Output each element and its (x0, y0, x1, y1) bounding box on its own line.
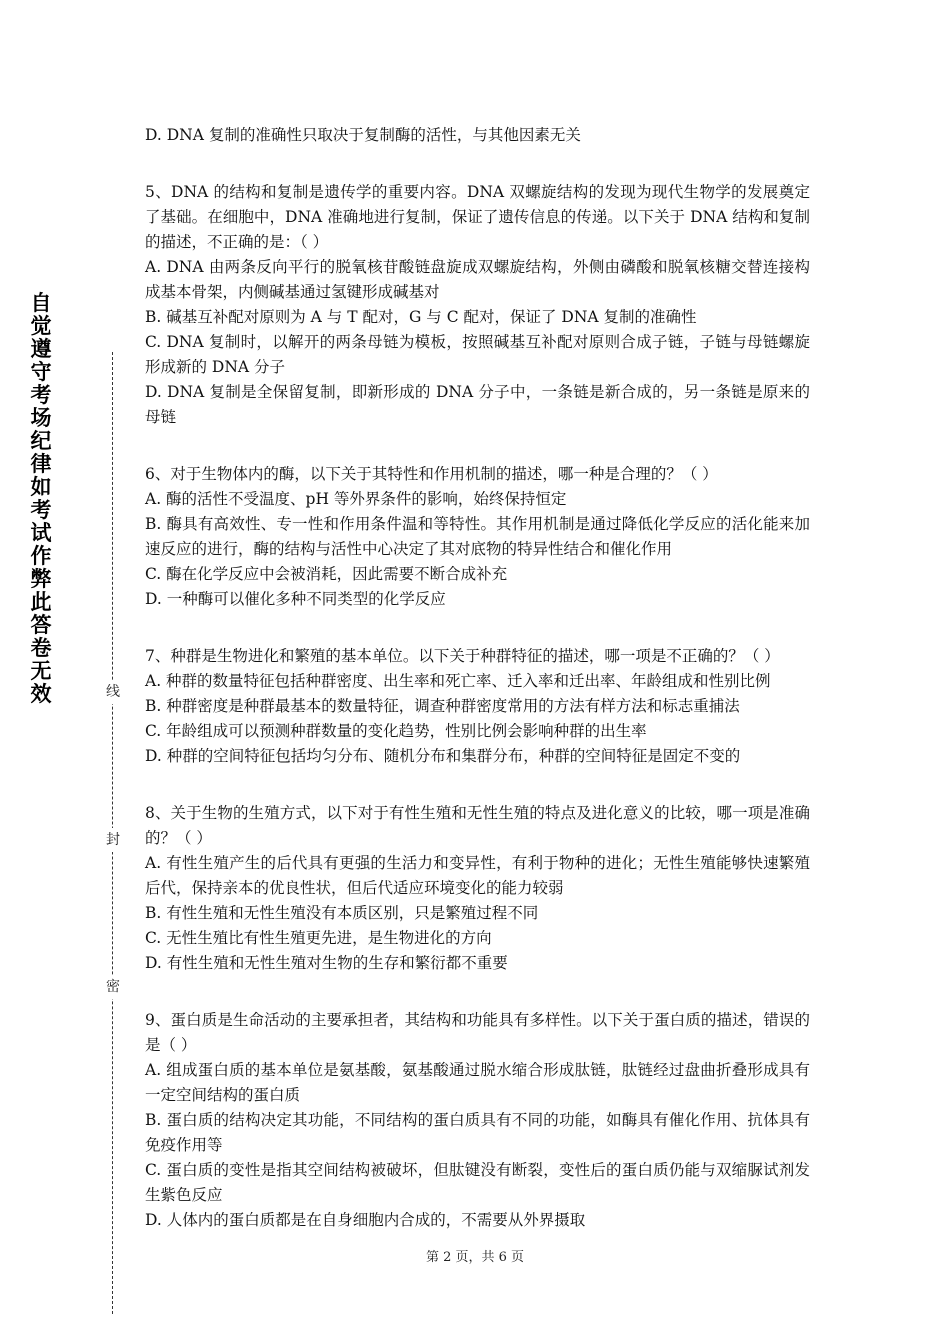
binding-char-mi: 密 (102, 975, 124, 999)
question-stem: 5、DNA 的结构和复制是遗传学的重要内容。DNA 双螺旋结构的发现为现代生物学的发展奠定了基础。在细胞中，DNA 准确地进行复制，保证了遗传信息的传递。以下关于 DNA 结构和复制的描述，不正确的是：（ ） (145, 183, 810, 251)
option-d: D. 一种酶可以催化多种不同类型的化学反应 (145, 590, 446, 608)
option-a: A. 种群的数量特征包括种群密度、出生率和死亡率、迁入率和迁出率、年龄组成和性别比例 (145, 672, 771, 690)
binding-char-feng: 封 (102, 828, 124, 852)
exam-discipline-slogan: 自觉遵守考场纪律如考试作弊此答卷无效 (30, 291, 52, 706)
option-d: D. DNA 复制的准确性只取决于复制酶的活性，与其他因素无关 (145, 126, 581, 144)
option-d: D. 有性生殖和无性生殖对生物的生存和繁衍都不重要 (145, 954, 508, 972)
option-b: B. 碱基互补配对原则为 A 与 T 配对，G 与 C 配对，保证了 DNA 复制的准确性 (145, 308, 697, 326)
question-6 (145, 462, 810, 612)
option-a: A. DNA 由两条反向平行的脱氧核苷酸链盘旋成双螺旋结构，外侧由磷酸和脱氧核糖交替连接构成基本骨架，内侧碱基通过氢键形成碱基对 (145, 258, 810, 301)
option-a: A. 酶的活性不受温度、pH 等外界条件的影响，始终保持恒定 (145, 490, 567, 508)
question-stem: 7、种群是生物进化和繁殖的基本单位。以下关于种群特征的描述，哪一项是不正确的？（ ） (145, 647, 780, 665)
option-b: B. 酶具有高效性、专一性和作用条件温和等特性。其作用机制是通过降低化学反应的活化能来加速反应的进行，酶的结构与活性中心决定了其对底物的特异性结合和催化作用 (145, 515, 810, 558)
option-c: C. 酶在化学反应中会被消耗，因此需要不断合成补充 (145, 565, 508, 583)
option-c: C. DNA 复制时，以解开的两条母链为模板，按照碱基互补配对原则合成子链，子链与母链螺旋形成新的 DNA 分子 (145, 333, 810, 376)
option-a: A. 组成蛋白质的基本单位是氨基酸，氨基酸通过脱水缩合形成肽链，肽链经过盘曲折叠形成具有一定空间结构的蛋白质 (145, 1061, 810, 1104)
question-stem: 8、关于生物的生殖方式，以下对于有性生殖和无性生殖的特点及进化意义的比较，哪一项是准确的？（ ） (145, 804, 810, 847)
page-number: 第 2 页，共 6 页 (425, 1250, 525, 1265)
option-b: B. 有性生殖和无性生殖没有本质区别，只是繁殖过程不同 (145, 904, 539, 922)
question-9 (145, 1008, 810, 1233)
option-c: C. 年龄组成可以预测种群数量的变化趋势，性别比例会影响种群的出生率 (145, 722, 647, 740)
option-c: C. 蛋白质的变性是指其空间结构被破坏，但肽键没有断裂，变性后的蛋白质仍能与双缩脲试剂发生紫色反应 (145, 1161, 810, 1204)
option-d: D. DNA 复制是全保留复制，即新形成的 DNA 分子中，一条链是新合成的，另一条链是原来的母链 (145, 383, 810, 426)
option-a: A. 有性生殖产生的后代具有更强的生活力和变异性，有利于物种的进化；无性生殖能够快速繁殖后代，保持亲本的优良性状，但后代适应环境变化的能力较弱 (145, 854, 810, 897)
question-8 (145, 801, 810, 976)
question-stem: 6、对于生物体内的酶，以下关于其特性和作用机制的描述，哪一种是合理的？（ ） (145, 465, 718, 483)
question-list (145, 123, 810, 1265)
option-d: D. 人体内的蛋白质都是在自身细胞内合成的，不需要从外界摄取 (145, 1211, 586, 1229)
question-7 (145, 644, 810, 769)
question-stem: 9、蛋白质是生命活动的主要承担者，其结构和功能具有多样性。以下关于蛋白质的描述，错误的是（ ） (145, 1011, 810, 1054)
option-b: B. 蛋白质的结构决定其功能，不同结构的蛋白质具有不同的功能，如酶具有催化作用、抗体具有免疫作用等 (145, 1111, 810, 1154)
question-4-tail (145, 123, 810, 148)
option-b: B. 种群密度是种群最基本的数量特征，调查种群密度常用的方法有样方法和标志重捕法 (145, 697, 740, 715)
option-c: C. 无性生殖比有性生殖更先进，是生物进化的方向 (145, 929, 492, 947)
option-d: D. 种群的空间特征包括均匀分布、随机分布和集群分布，种群的空间特征是固定不变的 (145, 747, 741, 765)
question-5 (145, 180, 810, 430)
binding-char-xian: 线 (102, 680, 124, 704)
